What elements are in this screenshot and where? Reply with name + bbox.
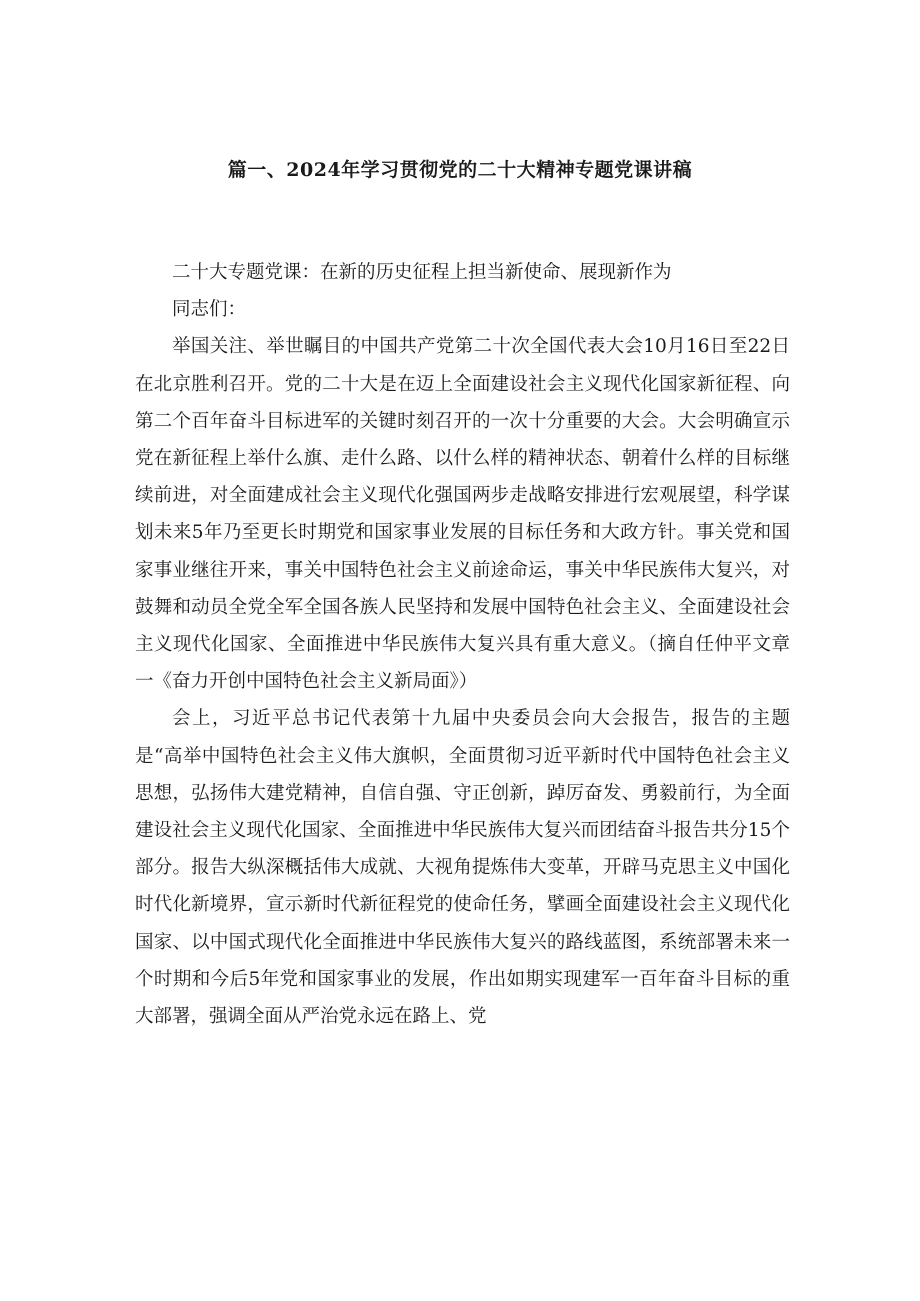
paragraph-subtitle: 二十大专题党课：在新的历史征程上担当新使命、展现新作为 (172, 262, 672, 283)
paragraph-report-summary: 会上，习近平总书记代表第十九届中央委员会向大会报告，报告的主题是“高举中国特色社会主义伟大旗帜，全面贯彻习近平新时代中国特色社会主义思想，弘扬伟大建党精神，自信自强、守正创新，踔厉奋发、勇毅前行，为全面建设社会主义现代化国家、全面推进中华民族伟大复兴而团结奋斗报告共分15个部分。报告大纵深概括伟大成就、大视角提炼伟大变革，开辟马克思主义中国化时代化新境界，宣示新时代新征程党的使命任务，擘画全面建设社会主义现代化国家、以中国式现代化全面推进中华民族伟大复兴的路线蓝图，系统部署未来一个时期和今后5年党和国家事业的发展，作出如期实现建军一百年奋斗目标的重大部署，强调全面从严治党永远在路上、党 (135, 708, 790, 1028)
paragraph-salutation: 同志们： (172, 299, 247, 321)
paragraph-congress-overview: 举国关注、举世瞩目的中国共产党第二十次全国代表大会10月16日至22日在北京胜利召开。党的二十大是在迈上全面建设社会主义现代化国家新征程、向第二个百年奋斗目标进军的关键时刻召开的一次十分重要的大会。大会明确宣示党在新征程上举什么旗、走什么路、以什么样的精神状态、朝着什么样的目标继续前进，对全面建成社会主义现代化强国两步走战略安排进行宏观展望，科学谋划未来5年乃至更长时期党和国家事业发展的目标任务和大政方针。事关党和国家事业继往开来，事关中国特色社会主义前途命运，事关中华民族伟大复兴，对鼓舞和动员全党全军全国各族人民坚持和发展中国特色社会主义、全面建设社会主义现代化国家、全面推进中华民族伟大复兴具有重大意义。（摘自任仲平文章一《奋力开创中国特色社会主义新局面》） (135, 336, 790, 693)
document-title: 篇一、2024年学习贯彻党的二十大精神专题党课讲稿 (227, 159, 693, 181)
document-body (135, 254, 790, 1035)
